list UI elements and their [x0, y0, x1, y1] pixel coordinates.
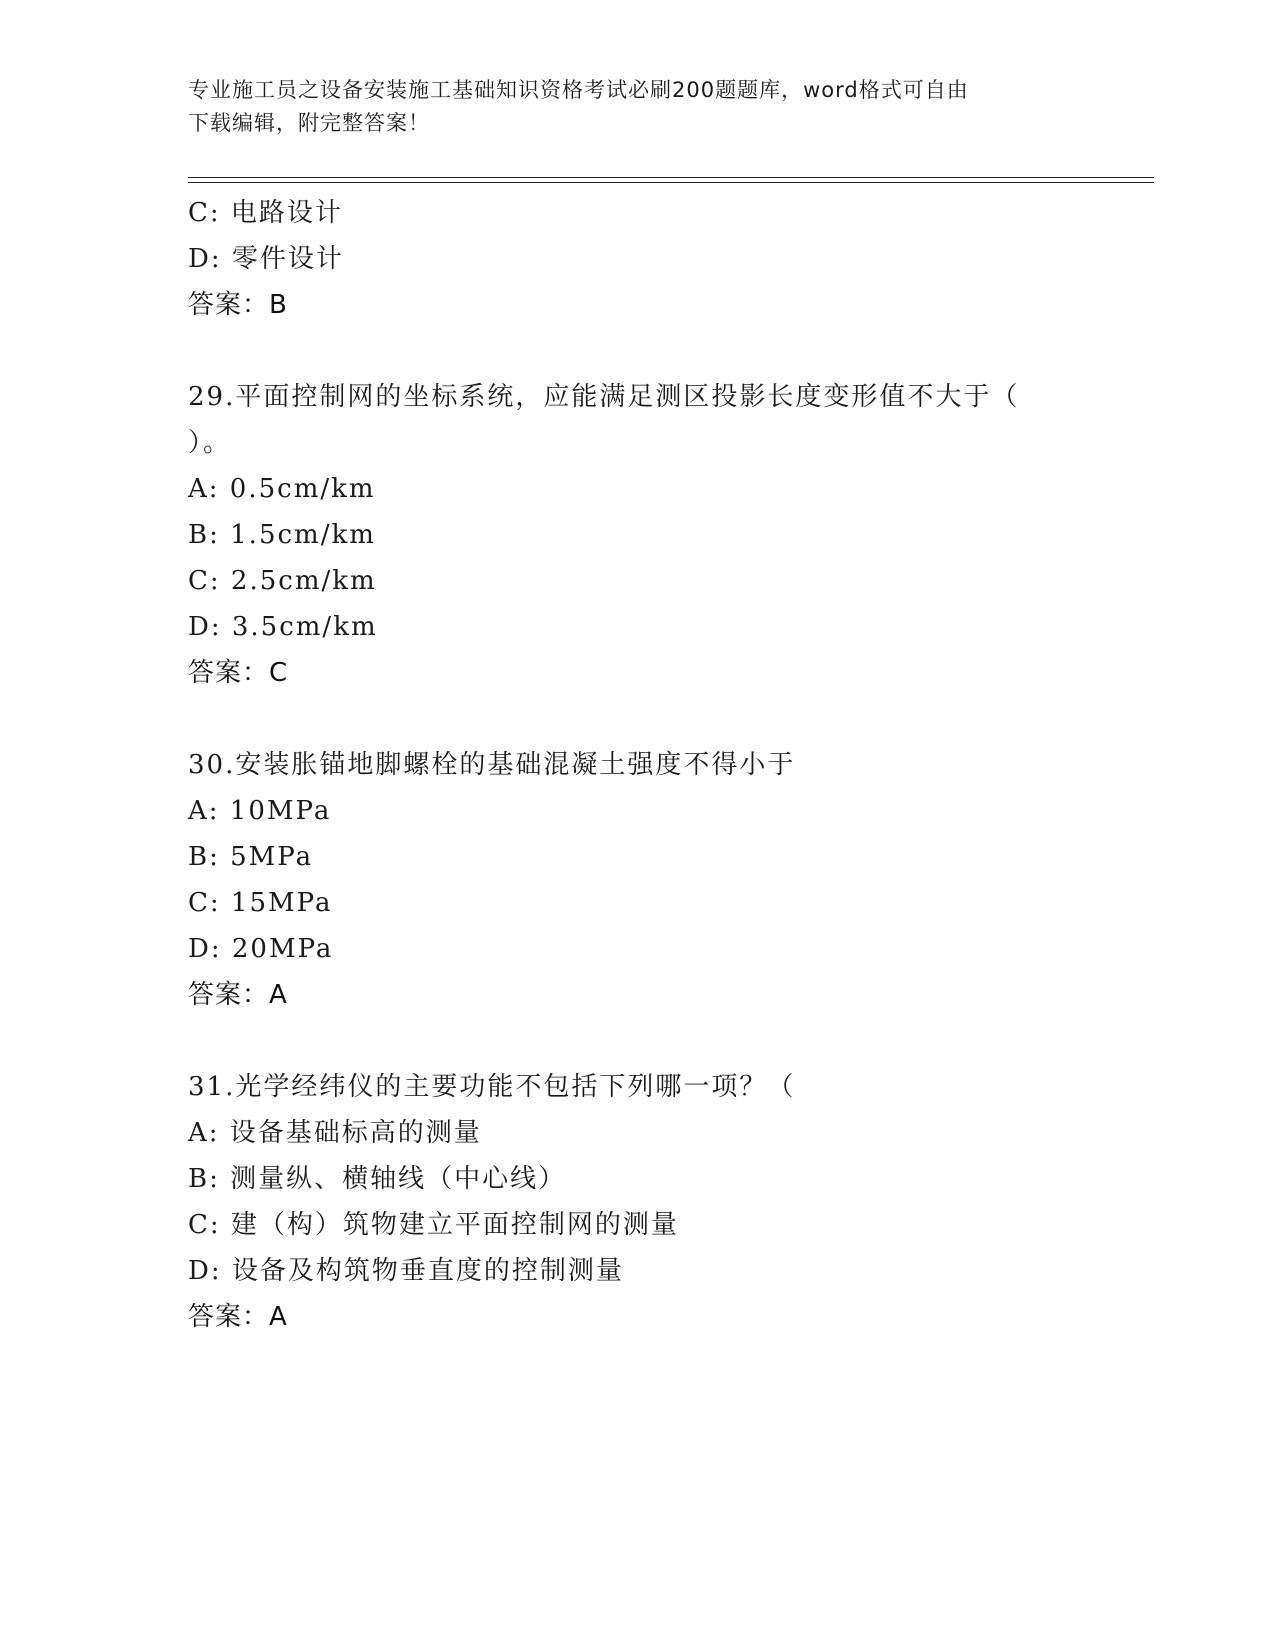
option-line: C: 2.5cm/km: [188, 566, 377, 596]
answer-line: 答案：A: [188, 1302, 288, 1332]
header-line-1: 专业施工员之设备安装施工基础知识资格考试必刷200题题库，word格式可自由: [188, 78, 969, 102]
option-line: A: 设备基础标高的测量: [188, 1118, 482, 1148]
answer-line: 答案：B: [188, 290, 288, 320]
header-divider-bottom: [188, 182, 1154, 183]
option-line: A: 10MPa: [188, 796, 332, 826]
option-line: C: 建（构）筑物建立平面控制网的测量: [188, 1210, 679, 1240]
header-divider-top: [188, 177, 1154, 178]
question-31: [188, 1064, 1088, 1340]
question-stem: ）。: [188, 428, 232, 458]
option-line: B: 5MPa: [188, 842, 314, 872]
spacer: [188, 696, 1088, 742]
header-line-2: 下载编辑，附完整答案！: [188, 111, 430, 135]
option-line: D: 零件设计: [188, 244, 344, 274]
document-header: [188, 74, 1068, 140]
answer-line: 答案：C: [188, 658, 289, 688]
option-line: D: 3.5cm/km: [188, 612, 378, 642]
carryover-question: [188, 190, 1088, 328]
answer-line: 答案：A: [188, 980, 288, 1010]
spacer: [188, 328, 1088, 374]
spacer: [188, 1018, 1088, 1064]
option-line: C: 电路设计: [188, 198, 343, 228]
question-30: [188, 742, 1088, 1018]
option-line: D: 20MPa: [188, 934, 334, 964]
option-line: B: 1.5cm/km: [188, 520, 376, 550]
question-stem: 31.光学经纬仪的主要功能不包括下列哪一项？（: [188, 1072, 796, 1102]
option-line: B: 测量纵、横轴线（中心线）: [188, 1164, 567, 1194]
question-stem: 29.平面控制网的坐标系统，应能满足测区投影长度变形值不大于（: [188, 382, 1020, 412]
question-stem: 30.安装胀锚地脚螺栓的基础混凝土强度不得小于: [188, 750, 796, 780]
option-line: C: 15MPa: [188, 888, 333, 918]
question-29: [188, 374, 1088, 696]
option-line: A: 0.5cm/km: [188, 474, 376, 504]
option-line: D: 设备及构筑物垂直度的控制测量: [188, 1256, 624, 1286]
question-list: [188, 190, 1088, 1340]
